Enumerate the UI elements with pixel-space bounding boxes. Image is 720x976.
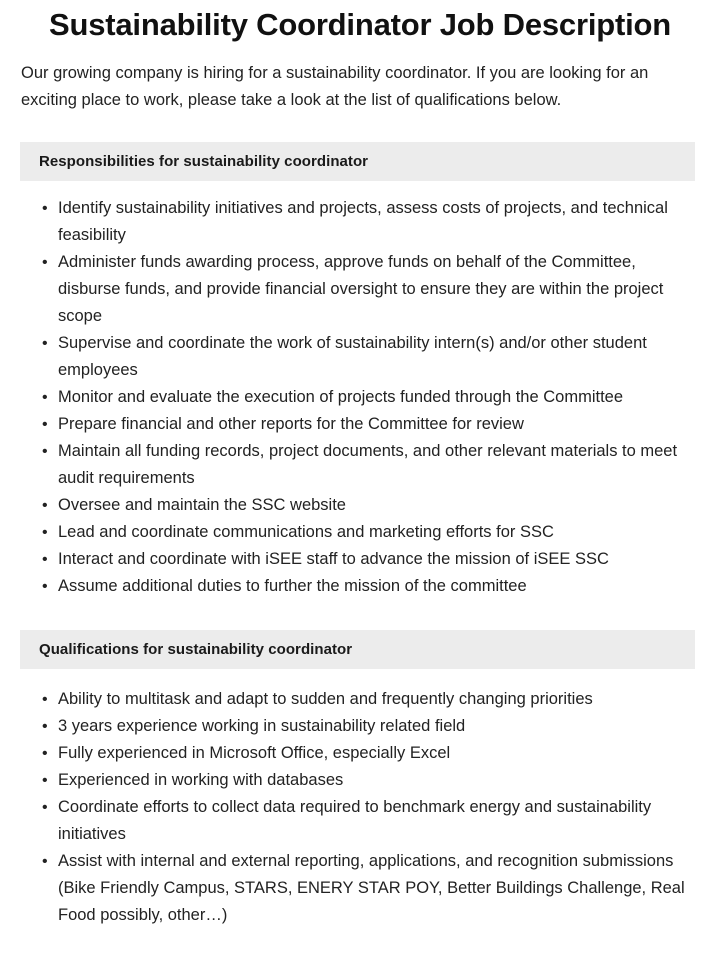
list-item: • Ability to multitask and adapt to sudden and frequently changing priorities	[0, 686, 720, 713]
list-item: • Coordinate efforts to collect data required to benchmark energy and sustainability initiatives	[0, 794, 720, 848]
list-item: • Lead and coordinate communications and marketing efforts for SSC	[0, 519, 720, 546]
intro-paragraph: Our growing company is hiring for a sustainability coordinator. If you are looking for an exciting place to work, please take a look at the list of qualifications below.	[21, 64, 649, 109]
list-item: • Administer funds awarding process, approve funds on behalf of the Committee, disburse funds, and provide financial oversight to ensure they are within the project scope	[0, 249, 720, 330]
list-item: • Fully experienced in Microsoft Office, especially Excel	[0, 740, 720, 767]
list-item: • Prepare financial and other reports for the Committee for review	[0, 411, 720, 438]
section-heading-label: Qualifications for sustainability coordinator	[39, 641, 353, 658]
list-item: • Assist with internal and external reporting, applications, and recognition submissions (Bike Friendly Campus, STARS, ENERY STAR POY, Better Buildings Challenge, Real Food possibly, other…)	[0, 848, 720, 929]
responsibilities-list	[0, 195, 720, 600]
section-heading-label: Responsibilities for sustainability coordinator	[39, 153, 369, 170]
section-header-responsibilities	[20, 142, 695, 181]
list-item: • Identify sustainability initiatives and projects, assess costs of projects, and technical feasibility	[0, 195, 720, 249]
list-item: • Oversee and maintain the SSC website	[0, 492, 720, 519]
section-header-qualifications	[20, 630, 695, 669]
list-item: • Experienced in working with databases	[0, 767, 720, 794]
list-item: • Interact and coordinate with iSEE staff to advance the mission of iSEE SSC	[0, 546, 720, 573]
list-item: • Supervise and coordinate the work of sustainability intern(s) and/or other student employees	[0, 330, 720, 384]
list-item: • 3 years experience working in sustainability related field	[0, 713, 720, 740]
section-responsibilities	[0, 142, 720, 600]
page-title: Sustainability Coordinator Job Description	[49, 7, 671, 42]
list-item: • Assume additional duties to further the mission of the committee	[0, 573, 720, 600]
list-item: • Maintain all funding records, project documents, and other relevant materials to meet audit requirements	[0, 438, 720, 492]
section-qualifications	[0, 630, 720, 929]
qualifications-list	[0, 686, 720, 929]
list-item: • Monitor and evaluate the execution of projects funded through the Committee	[0, 384, 720, 411]
